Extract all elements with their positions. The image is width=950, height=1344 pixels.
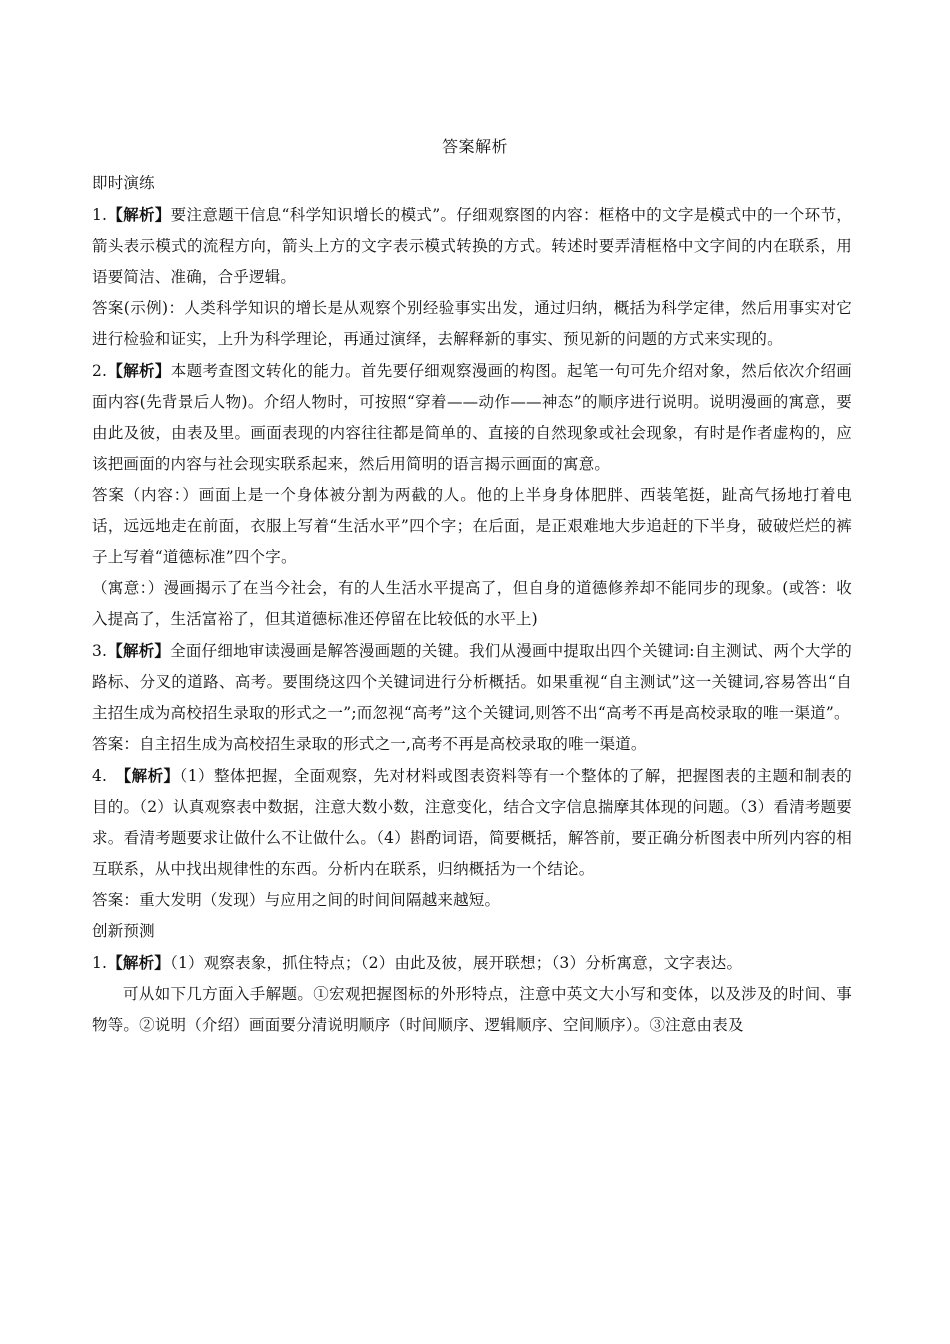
document-body — [92, 168, 852, 1041]
paragraph — [92, 199, 852, 293]
paragraph — [92, 885, 852, 916]
item-number: 1. — [92, 206, 108, 224]
analysis-tag: 【解析】 — [107, 641, 171, 660]
page-title: 答案解析 — [441, 137, 508, 156]
paragraph-text: 本题考查图文转化的能力。首先要仔细观察漫画的构图。起笔一句可先介绍对象，然后依次介绍画面内容(先背景后人物)。介绍人物时，可按照“穿着——动作——神态”的顺序进行说明。说明漫画的寓意，要由此及彼，由表及里。画面表现的内容往往都是简单的、直接的自然现象或社会现象，有时是作者虚构的，应该把画面的内容与社会现实联系起来，然后用简明的语言揭示画面的寓意。 — [92, 362, 852, 473]
analysis-tag: 【解析】 — [107, 953, 171, 972]
paragraph-text: 答案（内容：）画面上是一个身体被分割为两截的人。他的上半身身体肥胖、西装笔挺，趾高气扬地打着电话，远远地走在前面，衣服上写着“生活水平”四个字；在后面，是正艰难地大步追赶的下半身，破破烂烂的裤子上写着“道德标准”四个字。 — [92, 486, 852, 566]
paragraph — [92, 760, 852, 885]
paragraph-text: 全面仔细地审读漫画是解答漫画题的关键。我们从漫画中提取出四个关键词:自主测试、两个大学的路标、分叉的道路、高考。要围绕这四个关键词进行分析概括。如果重视“自主测试”这一关键词,容易答出“自主招生成为高校招生录取的形式之一”;而忽视“高考”这个关键词,则答不出“高考不再是高校录取的唯一渠道”。 — [92, 642, 852, 722]
paragraph — [92, 729, 852, 760]
item-number: 3. — [92, 642, 108, 660]
paragraph — [92, 979, 852, 1041]
paragraph-text: 答案：重大发明（发现）与应用之间的时间间隔越来越短。 — [92, 891, 501, 909]
paragraph-text: （1）观察表象，抓住特点；（2）由此及彼，展开联想；（3）分析寓意，文字表达。 — [170, 954, 743, 972]
paragraph — [92, 355, 852, 480]
paragraph-text: 答案(示例)：人类科学知识的增长是从观察个别经验事实出发，通过归纳，概括为科学定律，然后用事实对它进行检验和证实，上升为科学理论，再通过演绎，去解释新的事实、预见新的问题的方式来实现的。 — [92, 299, 852, 348]
item-number: 1. — [92, 954, 108, 972]
paragraph — [92, 293, 852, 355]
paragraph — [92, 573, 852, 635]
paragraph — [92, 480, 852, 573]
paragraph-text: （1）整体把握，全面观察，先对材料或图表资料等有一个整体的了解，把握图表的主题和制表的目的。（2）认真观察表中数据，注意大数小数，注意变化，结合文字信息揣摩其体现的问题。（3）看清考题要求。看清考题要求让做什么不让做什么。（4）斟酌词语，简要概括，解答前，要正确分析图表中所列内容的相互联系，从中找出规律性的东西。分析内在联系，归纳概括为一个结论。 — [92, 767, 852, 878]
section-heading: 即时演练 — [92, 174, 155, 192]
analysis-tag: 【解析】 — [107, 205, 171, 224]
paragraph-text: 可从如下几方面入手解题。①宏观把握图标的外形特点，注意中英文大小写和变体，以及涉及的时间、事物等。②说明（介绍）画面要分清说明顺序（时间顺序、逻辑顺序、空间顺序）。③注意由表及 — [92, 985, 852, 1034]
section-heading: 创新预测 — [92, 922, 155, 940]
item-number: 4. — [92, 767, 124, 785]
analysis-tag: 【解析】 — [107, 361, 171, 380]
paragraph-text: （寓意：）漫画揭示了在当今社会，有的人生活水平提高了，但自身的道德修养却不能同步的现象。(或答：收入提高了，生活富裕了，但其道德标准还停留在比较低的水平上) — [92, 579, 852, 628]
paragraph-text: 答案：自主招生成为高校招生录取的形式之一,高考不再是高校录取的唯一渠道。 — [92, 735, 647, 753]
paragraph-text: 要注意题干信息“科学知识增长的模式”。仔细观察图的内容：框格中的文字是模式中的一个环节，箭头表示模式的流程方向，箭头上方的文字表示模式转换的方式。转述时要弄清框格中文字间的内在联系，用语要简洁、准确，合乎逻辑。 — [92, 206, 852, 286]
paragraph — [92, 635, 852, 729]
paragraph — [92, 947, 852, 979]
item-number: 2. — [92, 362, 108, 380]
analysis-tag: 【解析】 — [123, 766, 180, 785]
